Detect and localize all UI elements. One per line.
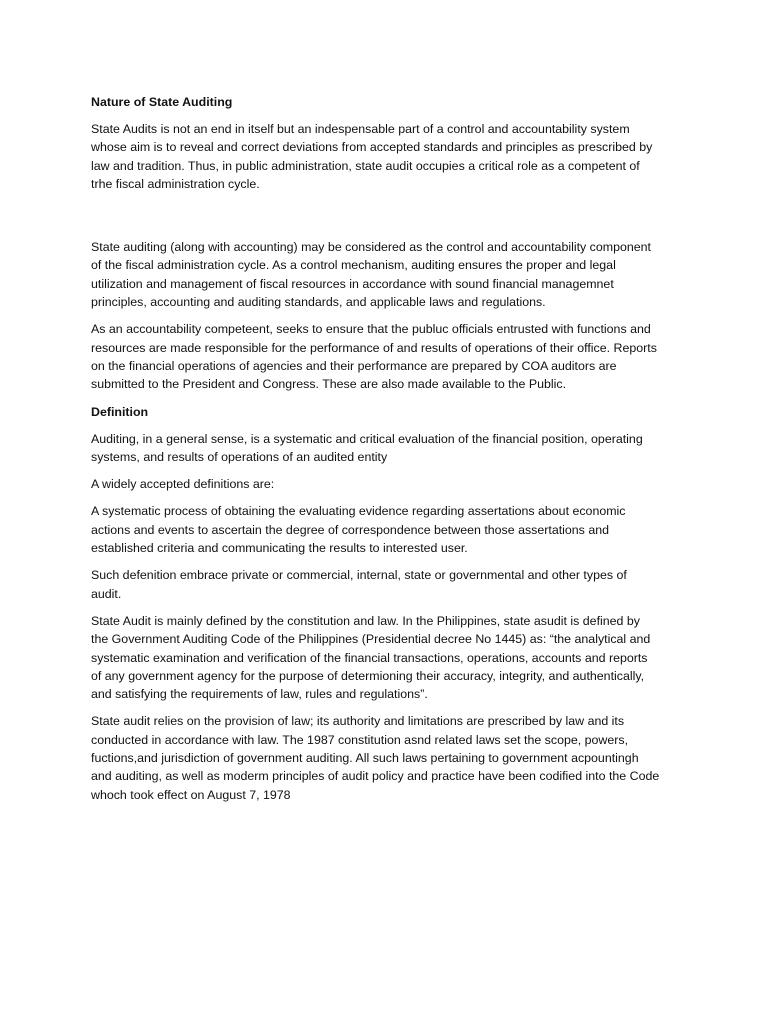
text-line: established criteria and communicating the results to interested user. (91, 541, 468, 556)
paragraph-provision-of-law (91, 712, 691, 803)
text-line: utilization and management of fiscal resources in accordance with sound financial managemnet (91, 276, 614, 291)
text-line: principles, accounting and auditing standards, and applicable laws and regulations. (91, 295, 546, 310)
text-line: the Government Auditing Code of the Philippines (Presidential decree No 1445) as: “the analytical and (91, 632, 651, 647)
paragraph-accountability (91, 320, 691, 393)
document-page (91, 93, 691, 813)
text-line: conducted in accordance with law. The 1987 constitution asnd related laws set the scope, powers, (91, 732, 629, 747)
paragraph-auditing-definition (91, 430, 691, 467)
text-line: State auditing (along with accounting) may be considered as the control and accountability component (91, 240, 651, 255)
text-line: A systematic process of obtaining the evaluating evidence regarding assertations about economic (91, 504, 626, 519)
text-line: and satisfying the requirements of law, rules and regulations”. (91, 687, 428, 702)
text-line: State Audit is mainly defined by the constitution and law. In the Philippines, state asudit is defined by (91, 613, 640, 628)
document-title: Nature of State Auditing (91, 95, 233, 109)
text-line: of any government agency for the purpose of determioning their accuracy, integrity, and authentically, (91, 668, 645, 683)
text-line: of the fiscal administration cycle. As a control mechanism, auditing ensures the proper and legal (91, 258, 616, 273)
paragraph-control (91, 238, 691, 311)
text-line: fuctions,and jurisdiction of government auditing. All such laws pertaining to government acpountingh (91, 751, 639, 766)
text-line: resources are made responsible for the performance of and results of operations of their office. Reports (91, 340, 657, 355)
text-line: law and tradition. Thus, in public administration, state audit occupies a critical role as a competent of (91, 158, 640, 173)
text-line: audit. (91, 586, 122, 601)
section-heading-definition: Definition (91, 404, 149, 419)
text-line: As an accountability competeent, seeks to ensure that the publuc officials entrusted with functions and (91, 322, 651, 337)
text-line: systems, and results of operations of an audited entity (91, 449, 388, 464)
paragraph-state-audit-definition (91, 612, 691, 703)
text-line: and auditing, as well as moderm principles of audit policy and practice have been codified into the Code (91, 769, 660, 784)
text-line: whose aim is to reveal and correct deviations from accepted standards and principles as prescribed by (91, 140, 653, 155)
text-line: Auditing, in a general sense, is a systematic and critical evaluation of the financial position, operating (91, 431, 643, 446)
text-line: A widely accepted definitions are: (91, 477, 275, 492)
text-line: actions and events to ascertain the degree of correspondence between those assertations and (91, 522, 609, 537)
paragraph-intro (91, 120, 691, 193)
text-line: systematic examination and verification of the financial transactions, operations, accounts and reports (91, 650, 648, 665)
paragraph-types-of-audit (91, 566, 691, 603)
text-line: on the financial operations of agencies and their performance are prepared by COA auditors are (91, 358, 617, 373)
text-line: whoch took effect on August 7, 1978 (91, 787, 291, 802)
text-line: Such defenition embrace private or commercial, internal, state or governmental and other types of (91, 568, 627, 583)
text-line: State Audits is not an end in itself but an indespensable part of a control and accountability system (91, 122, 630, 136)
blank-spacer (91, 202, 691, 238)
paragraph-systematic-process (91, 502, 691, 557)
paragraph-accepted-definitions (91, 475, 691, 493)
text-line: State audit relies on the provision of law; its authority and limitations are prescribed by law and its (91, 714, 625, 729)
text-line: submitted to the President and Congress. These are also made available to the Public. (91, 377, 567, 392)
text-line: trhe fiscal administration cycle. (91, 176, 260, 191)
